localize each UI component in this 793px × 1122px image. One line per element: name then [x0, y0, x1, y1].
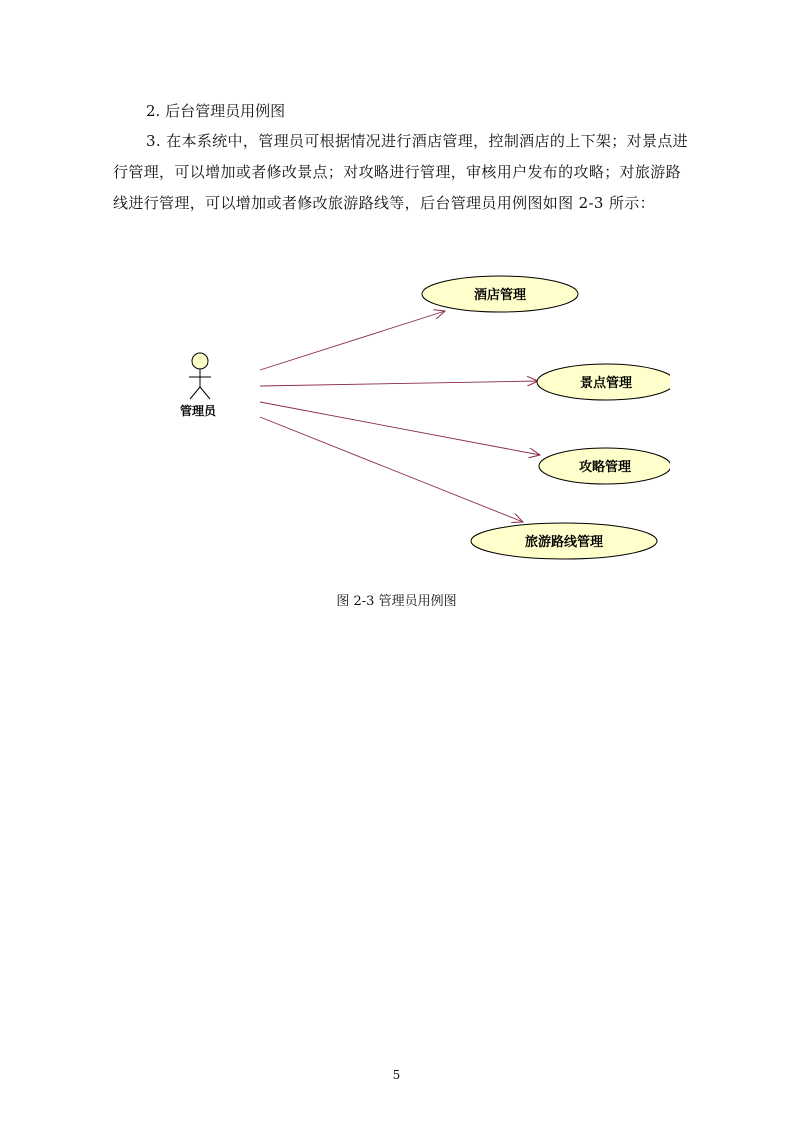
use-case-diagram-svg	[150, 268, 670, 568]
association-scenic	[260, 381, 538, 386]
use-case-label: 旅游路线管理	[524, 535, 604, 550]
use-case-route	[471, 523, 657, 559]
association-route	[260, 417, 523, 522]
use-case-label: 酒店管理	[473, 288, 527, 303]
use-case-hotel	[422, 276, 578, 312]
actor-stick-figure	[189, 353, 211, 399]
actor-right-leg	[200, 387, 210, 399]
use-case-scenic	[537, 364, 670, 400]
association-guide	[260, 402, 540, 455]
section-heading: 2. 后台管理员用例图	[146, 102, 286, 120]
use-case-guide	[539, 448, 670, 484]
body-paragraph: 3. 在本系统中，管理员可根据情况进行酒店管理，控制酒店的上下架；对景点进行管理，可以增加或者修改景点；对攻略进行管理，审核用户发布的攻略；对旅游路线进行管理，可以增加或者修改旅游路线等，后台管理员用例图如图 2-3 所示：	[113, 132, 689, 212]
actor-label: 管理员	[179, 404, 217, 418]
figure-caption: 图 2-3 管理员用例图	[336, 594, 457, 609]
use-case-label: 景点管理	[579, 376, 633, 391]
use-case-label: 攻略管理	[578, 460, 632, 475]
association-hotel	[260, 311, 445, 370]
actor-head	[192, 353, 208, 369]
actor-left-leg	[190, 387, 200, 399]
page-number: 5	[392, 1068, 401, 1082]
use-case-diagram	[150, 268, 670, 568]
